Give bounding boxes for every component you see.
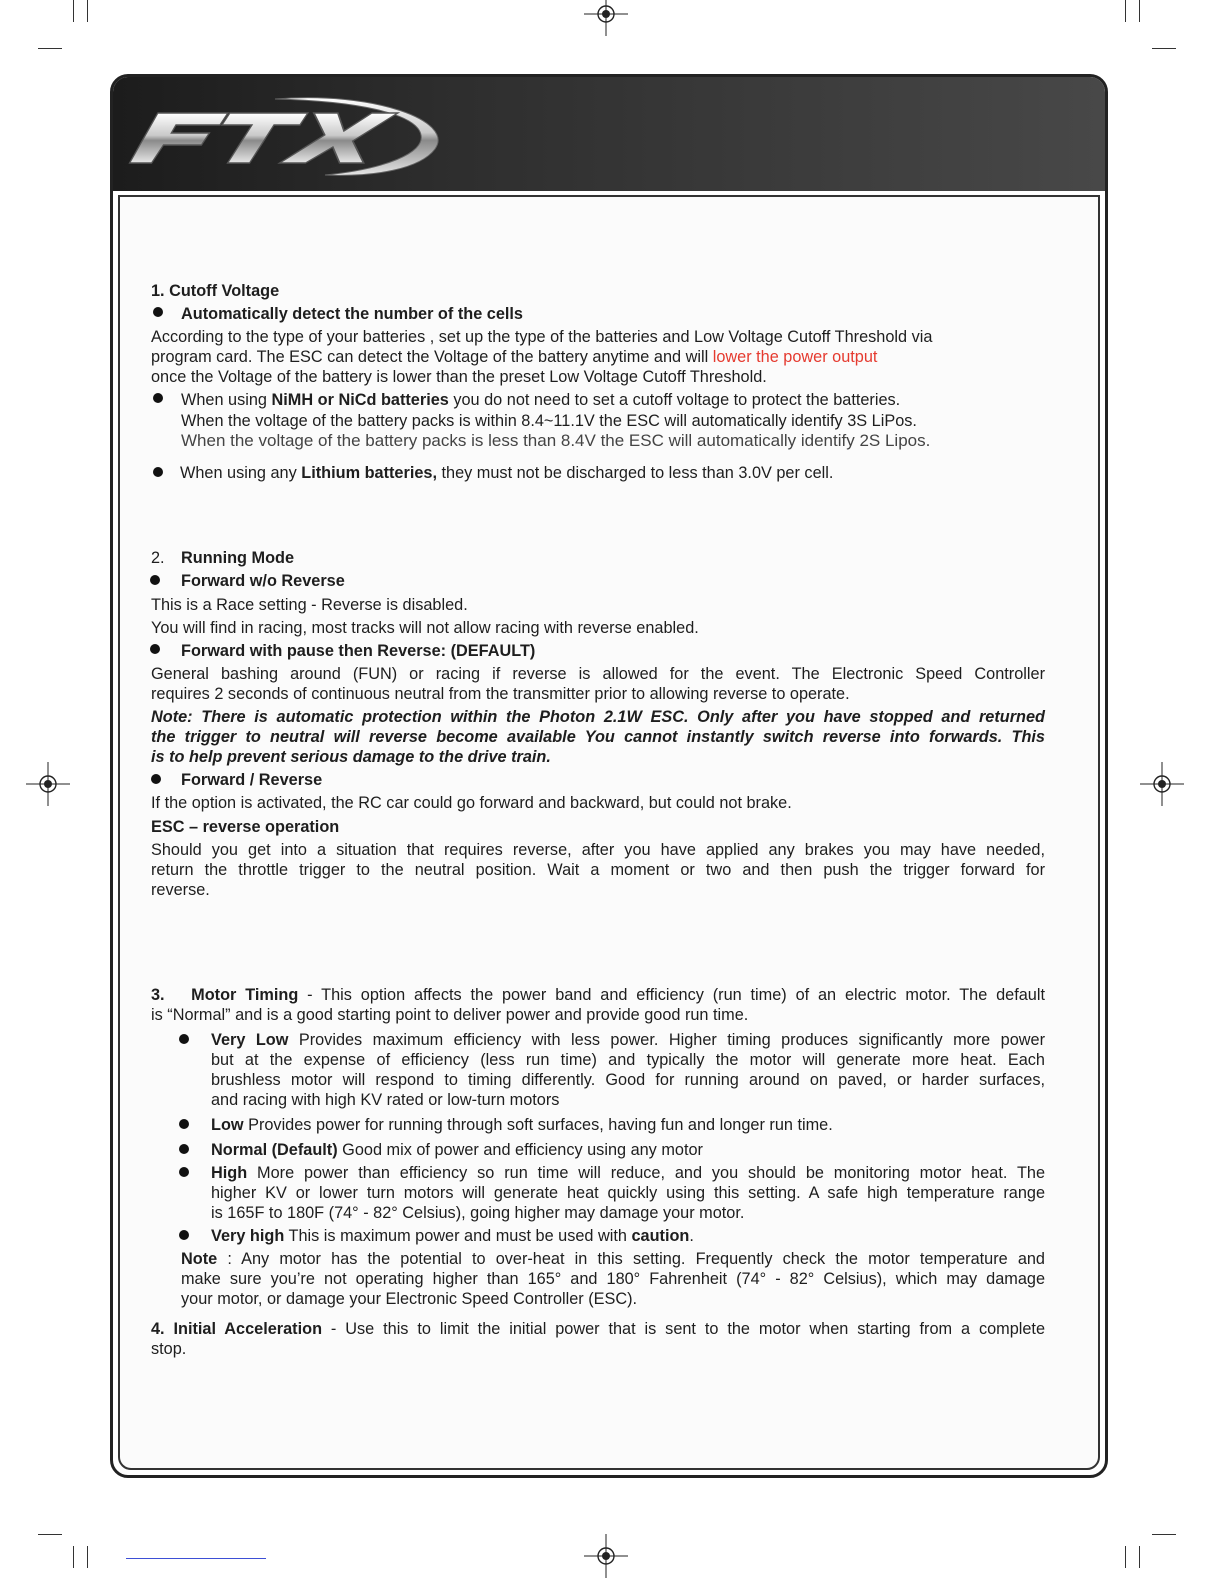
registration-mark-icon bbox=[26, 762, 70, 806]
registration-mark-icon bbox=[1140, 762, 1184, 806]
bullet-icon bbox=[153, 467, 163, 477]
crop-mark bbox=[87, 0, 88, 22]
bullet-icon bbox=[150, 644, 160, 654]
s3-very-low: Very Low Provides maximum efficiency with less power. Higher timing produces significantly more power bbox=[211, 1031, 1046, 1049]
s2-note: is to help prevent serious damage to the drive train. bbox=[151, 748, 551, 766]
s1-bullet-nimh-line: When the voltage of the battery packs is within 8.4~11.1V the ESC will automatically identify 3S LiPos. bbox=[181, 412, 917, 430]
s2-paragraph: This is a Race setting - Reverse is disabled. bbox=[151, 596, 468, 614]
s3-high: High More power than efficiency so run time will reduce, and you should be monitoring motor heat. The bbox=[211, 1164, 1045, 1182]
s3-very-high: Very high This is maximum power and must be used with caution. bbox=[211, 1227, 694, 1245]
s1-paragraph: program card. The ESC can detect the Voltage of the battery anytime and will lower the power output bbox=[151, 348, 878, 366]
header-separator bbox=[113, 191, 1105, 194]
crop-mark bbox=[1139, 0, 1140, 22]
bullet-icon bbox=[179, 1144, 189, 1154]
s2-paragraph: requires 2 seconds of continuous neutral from the transmitter prior to allowing reverse to operate. bbox=[151, 685, 850, 703]
s1-bullet-nimh: When using NiMH or NiCd batteries you do not need to set a cutoff voltage to protect the batteries. bbox=[181, 391, 901, 409]
s1-bullet-lithium: When using any Lithium batteries, they must not be discharged to less than 3.0V per cell. bbox=[180, 464, 834, 482]
crop-mark bbox=[1125, 0, 1126, 22]
registration-mark-icon bbox=[584, 0, 628, 36]
crop-mark bbox=[87, 1546, 88, 1568]
section-2-title: Running Mode bbox=[181, 549, 295, 567]
bullet-icon bbox=[150, 575, 160, 585]
bullet-icon bbox=[153, 393, 163, 403]
bottom-link-underline bbox=[126, 1558, 266, 1559]
s1-paragraph: According to the type of your batteries , set up the type of the batteries and Low Voltage Cutoff Threshold via bbox=[151, 328, 933, 346]
s2-bullet-forward-pause-reverse: Forward with pause then Reverse: (DEFAULT) bbox=[181, 642, 536, 660]
s1-bullet-auto-detect: Automatically detect the number of the cells bbox=[181, 305, 523, 323]
s3-note-line: make sure you’re not operating higher than 165° and 180° Fahrenheit (74° - 82° Celsius), which may damage bbox=[181, 1270, 1045, 1288]
s2-paragraph: return the throttle trigger to the neutral position. Wait a moment or two and then push the trigger forward for bbox=[151, 861, 1045, 879]
crop-mark bbox=[1152, 48, 1176, 49]
s3-low: Low Provides power for running through soft surfaces, having fun and longer run time. bbox=[211, 1116, 833, 1134]
crop-mark bbox=[73, 1546, 74, 1568]
bullet-icon bbox=[179, 1119, 189, 1129]
s2-note: the trigger to neutral will reverse become available You cannot instantly switch reverse into forwards. This bbox=[151, 728, 1045, 746]
crop-mark bbox=[73, 0, 74, 22]
s2-paragraph: If the option is activated, the RC car could go forward and backward, but could not brake. bbox=[151, 794, 792, 812]
s3-high-line: is 165F to 180F (74° - 82° Celsius), going higher may damage your motor. bbox=[211, 1204, 745, 1222]
bullet-icon bbox=[153, 307, 163, 317]
bullet-icon bbox=[179, 1034, 189, 1044]
s3-note-line: your motor, or damage your Electronic Speed Controller (ESC). bbox=[181, 1290, 638, 1308]
ftx-logo-icon bbox=[125, 91, 445, 181]
bullet-icon bbox=[179, 1230, 189, 1240]
s2-paragraph: You will find in racing, most tracks will not allow racing with reverse enabled. bbox=[151, 619, 699, 637]
s3-very-low-line: brushless motor will respond to timing differently. Good for running around on paved, or harder surfaces, bbox=[211, 1071, 1045, 1089]
section-3-intro: is “Normal” and is a good starting point to deliver power and provide good run time. bbox=[151, 1006, 749, 1024]
s2-note: Note: There is automatic protection within the Photon 2.1W ESC. Only after you have stopped and returned bbox=[151, 708, 1045, 726]
section-1-title: 1. Cutoff Voltage bbox=[151, 282, 280, 300]
section-2-number: 2. bbox=[151, 549, 165, 567]
s2-bullet-forward-no-reverse: Forward w/o Reverse bbox=[181, 572, 345, 590]
section-4-text: stop. bbox=[151, 1340, 187, 1358]
bullet-icon bbox=[151, 774, 161, 784]
crop-mark bbox=[38, 48, 62, 49]
s2-paragraph: General bashing around (FUN) or racing if reverse is allowed for the event. The Electronic Speed Controller bbox=[151, 665, 1045, 683]
s3-very-low-line: and racing with high KV rated or low-turn motors bbox=[211, 1091, 560, 1109]
s3-high-line: higher KV or lower turn motors will generate heat quickly using this setting. A safe high temperature range bbox=[211, 1184, 1045, 1202]
s2-paragraph: Should you get into a situation that requires reverse, after you have applied any brakes you may have needed, bbox=[151, 841, 1045, 859]
s3-very-low-line: but at the expense of efficiency (less run time) and typically the motor will generate more heat. Each bbox=[211, 1051, 1045, 1069]
s2-paragraph: reverse. bbox=[151, 881, 210, 899]
s1-bullet-nimh-line: When the voltage of the battery packs is less than 8.4V the ESC will automatically identify 2S Lipos. bbox=[181, 431, 931, 450]
s2-bullet-forward-reverse: Forward / Reverse bbox=[181, 771, 323, 789]
bullet-icon bbox=[179, 1167, 189, 1177]
s3-normal: Normal (Default) Good mix of power and efficiency using any motor bbox=[211, 1141, 703, 1159]
section-4-text: 4. Initial Acceleration - Use this to limit the initial power that is sent to the motor when starting from a complete bbox=[151, 1320, 1046, 1338]
registration-mark-icon bbox=[584, 1534, 628, 1578]
section-3-intro: 3. Motor Timing - This option affects the power band and efficiency (run time) of an electric motor. The default bbox=[151, 986, 1045, 1004]
crop-mark bbox=[38, 1534, 62, 1535]
crop-mark bbox=[1152, 1534, 1176, 1535]
highlight-text: lower the power output bbox=[712, 348, 878, 366]
crop-mark bbox=[1139, 1546, 1140, 1568]
crop-mark bbox=[1125, 1546, 1126, 1568]
s1-paragraph: once the Voltage of the battery is lower than the preset Low Voltage Cutoff Threshold. bbox=[151, 368, 767, 386]
s3-note: Note : Any motor has the potential to over-heat in this setting. Frequently check the motor temperature and bbox=[181, 1250, 1045, 1268]
header-bar bbox=[113, 77, 1105, 191]
s2-subheading: ESC – reverse operation bbox=[151, 818, 340, 836]
